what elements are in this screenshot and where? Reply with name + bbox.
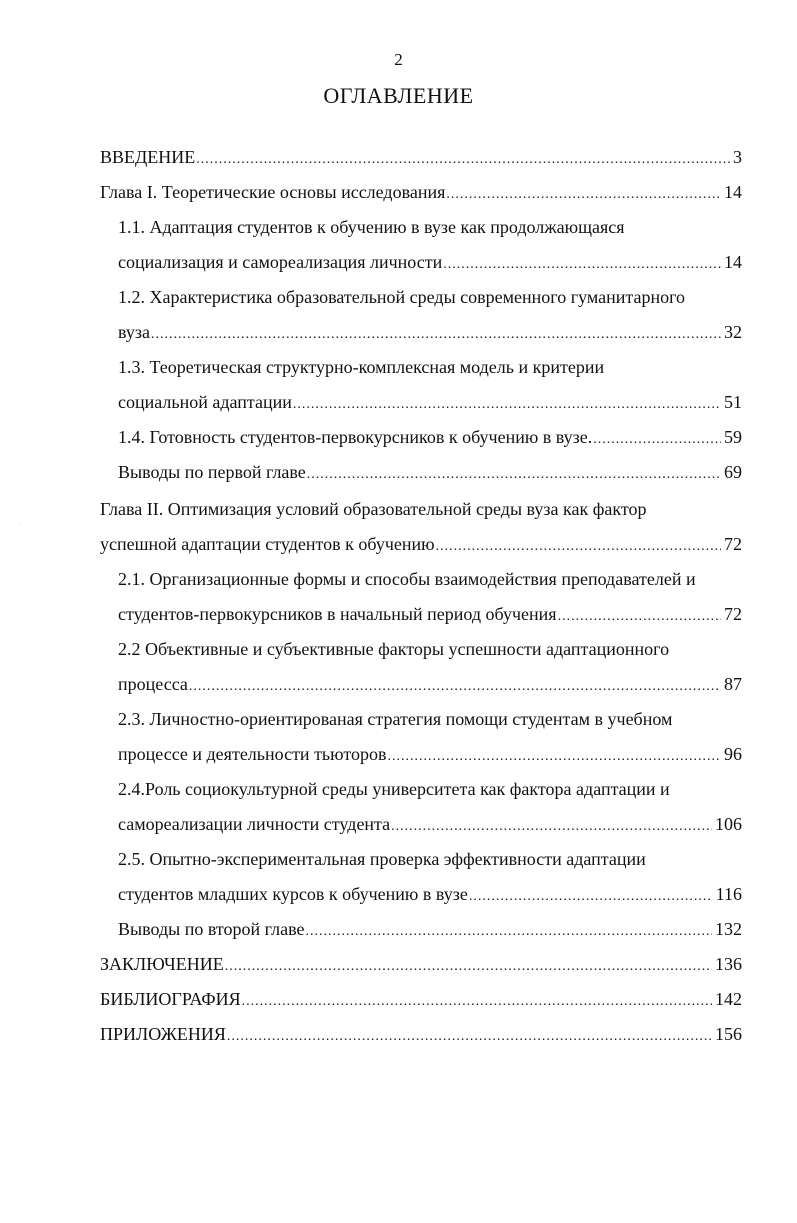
toc-page-number: 142 (715, 989, 742, 1009)
toc-entry-conclusions-2[interactable] (118, 916, 742, 942)
toc-entry-2-5-line1[interactable]: 2.5. Опытно-экспериментальная проверка эффективности адаптации (118, 849, 646, 869)
toc-entry-title: социализация и самореализация личности (118, 252, 443, 272)
dot-leader (387, 744, 721, 770)
scan-speck: · (18, 522, 20, 528)
toc-entry-2-1[interactable] (118, 601, 742, 627)
dot-leader (446, 182, 721, 208)
toc-entry-title: студентов-первокурсников в начальный период обучения (118, 604, 557, 624)
dot-leader (227, 1024, 712, 1050)
toc-entry-1-1-line1[interactable]: 1.1. Адаптация студентов к обучению в вузе как продолжающаяся (118, 217, 625, 237)
toc-entry-title: Выводы по второй главе (118, 919, 305, 939)
toc-entry-title: студентов младших курсов к обучению в вузе (118, 884, 468, 904)
dot-leader (443, 252, 721, 278)
dot-leader (436, 534, 721, 560)
toc-entry-1-2-line1[interactable]: 1.2. Характеристика образовательной среды современного гуманитарного (118, 287, 686, 307)
toc-page-number: 87 (724, 674, 742, 694)
toc-entry-title: самореализации личности студента (118, 814, 391, 834)
toc-entry-title: успешной адаптации студентов к обучению (100, 534, 435, 554)
toc-entry-intro[interactable] (100, 144, 742, 170)
dot-leader (293, 392, 721, 418)
toc-entry-2-4-line1[interactable]: 2.4.Роль социокультурной среды университета как фактора адаптации и (118, 779, 670, 799)
toc-entry-2-1-line1[interactable]: 2.1. Организационные формы и способы взаимодействия преподавателей и (118, 569, 696, 589)
toc-page-number: 72 (724, 534, 742, 554)
toc-entry-2-5[interactable] (118, 881, 742, 907)
toc-entry-1-2[interactable] (118, 319, 742, 345)
toc-entry-title: ПРИЛОЖЕНИЯ (100, 1024, 226, 1044)
dot-leader (242, 989, 712, 1015)
toc-entry-2-2[interactable] (118, 671, 742, 697)
toc-page-number: 51 (724, 392, 742, 412)
page-number: 2 (394, 50, 403, 69)
toc-entry-chapter-2[interactable] (100, 531, 742, 557)
toc-entry-title: процессе и деятельности тьюторов (118, 744, 387, 764)
toc-page-number: 59 (724, 427, 742, 447)
dot-leader (305, 919, 712, 945)
toc-entry-1-4[interactable] (118, 424, 742, 450)
page-title: ОГЛАВЛЕНИЕ (323, 83, 474, 108)
toc-entry-conclusions-1[interactable] (118, 459, 742, 485)
toc-entry-title: БИБЛИОГРАФИЯ (100, 989, 241, 1009)
toc-entry-title: Глава I. Теоретические основы исследования (100, 182, 446, 202)
toc-entry-title: процесса (118, 674, 188, 694)
toc-page-number: 156 (715, 1024, 742, 1044)
dot-leader (196, 147, 730, 173)
toc-page-number: 14 (724, 182, 742, 202)
toc-entry-1-3-line1[interactable]: 1.3. Теоретическая структурно-комплексная модель и критерии (118, 357, 605, 377)
toc-entry-title: ВВЕДЕНИЕ (100, 147, 196, 167)
toc-entry-bibliography[interactable] (100, 986, 742, 1012)
toc-entry-2-4[interactable] (118, 811, 742, 837)
toc-entry-2-2-line1[interactable]: 2.2 Объективные и субъективные факторы успешности адаптационного (118, 639, 670, 659)
toc-entry-1-3[interactable] (118, 389, 742, 415)
toc-entry-title: Выводы по первой главе (118, 462, 306, 482)
dot-leader (151, 322, 721, 348)
dot-leader (469, 884, 713, 910)
toc-entry-1-1[interactable] (118, 249, 742, 275)
toc-entry-title: социальной адаптации (118, 392, 292, 412)
toc-entry-title: ЗАКЛЮЧЕНИЕ (100, 954, 224, 974)
toc-entry-chapter-1[interactable] (100, 179, 742, 205)
toc-entry-conclusion[interactable] (100, 951, 742, 977)
dot-leader (189, 674, 721, 700)
dot-leader (558, 604, 721, 630)
toc-entry-title: вуза (118, 322, 150, 342)
toc-page-number: 106 (715, 814, 742, 834)
toc-entry-2-3-line1[interactable]: 2.3. Личностно-ориентированая стратегия помощи студентам в учебном (118, 709, 673, 729)
dot-leader (391, 814, 712, 840)
toc-page-number: 72 (724, 604, 742, 624)
toc-entry-appendices[interactable] (100, 1021, 742, 1047)
toc-page-number: 132 (715, 919, 742, 939)
dot-leader (225, 954, 712, 980)
toc-page-number: 136 (715, 954, 742, 974)
toc-page-number: 116 (715, 884, 742, 904)
toc-entry-title: 1.4. Готовность студентов-первокурсников к обучению в вузе. (118, 427, 593, 447)
toc-page-number: 96 (724, 744, 742, 764)
toc-page-number: 14 (724, 252, 742, 272)
toc-page-number: 32 (724, 322, 742, 342)
toc-entry-chapter-2-line1[interactable]: Глава II. Оптимизация условий образовательной среды вуза как фактор (100, 499, 647, 519)
toc-page-number: 3 (733, 147, 742, 167)
dot-leader (307, 462, 721, 488)
dot-leader (593, 427, 721, 453)
toc-entry-2-3[interactable] (118, 741, 742, 767)
toc-page-number: 69 (724, 462, 742, 482)
